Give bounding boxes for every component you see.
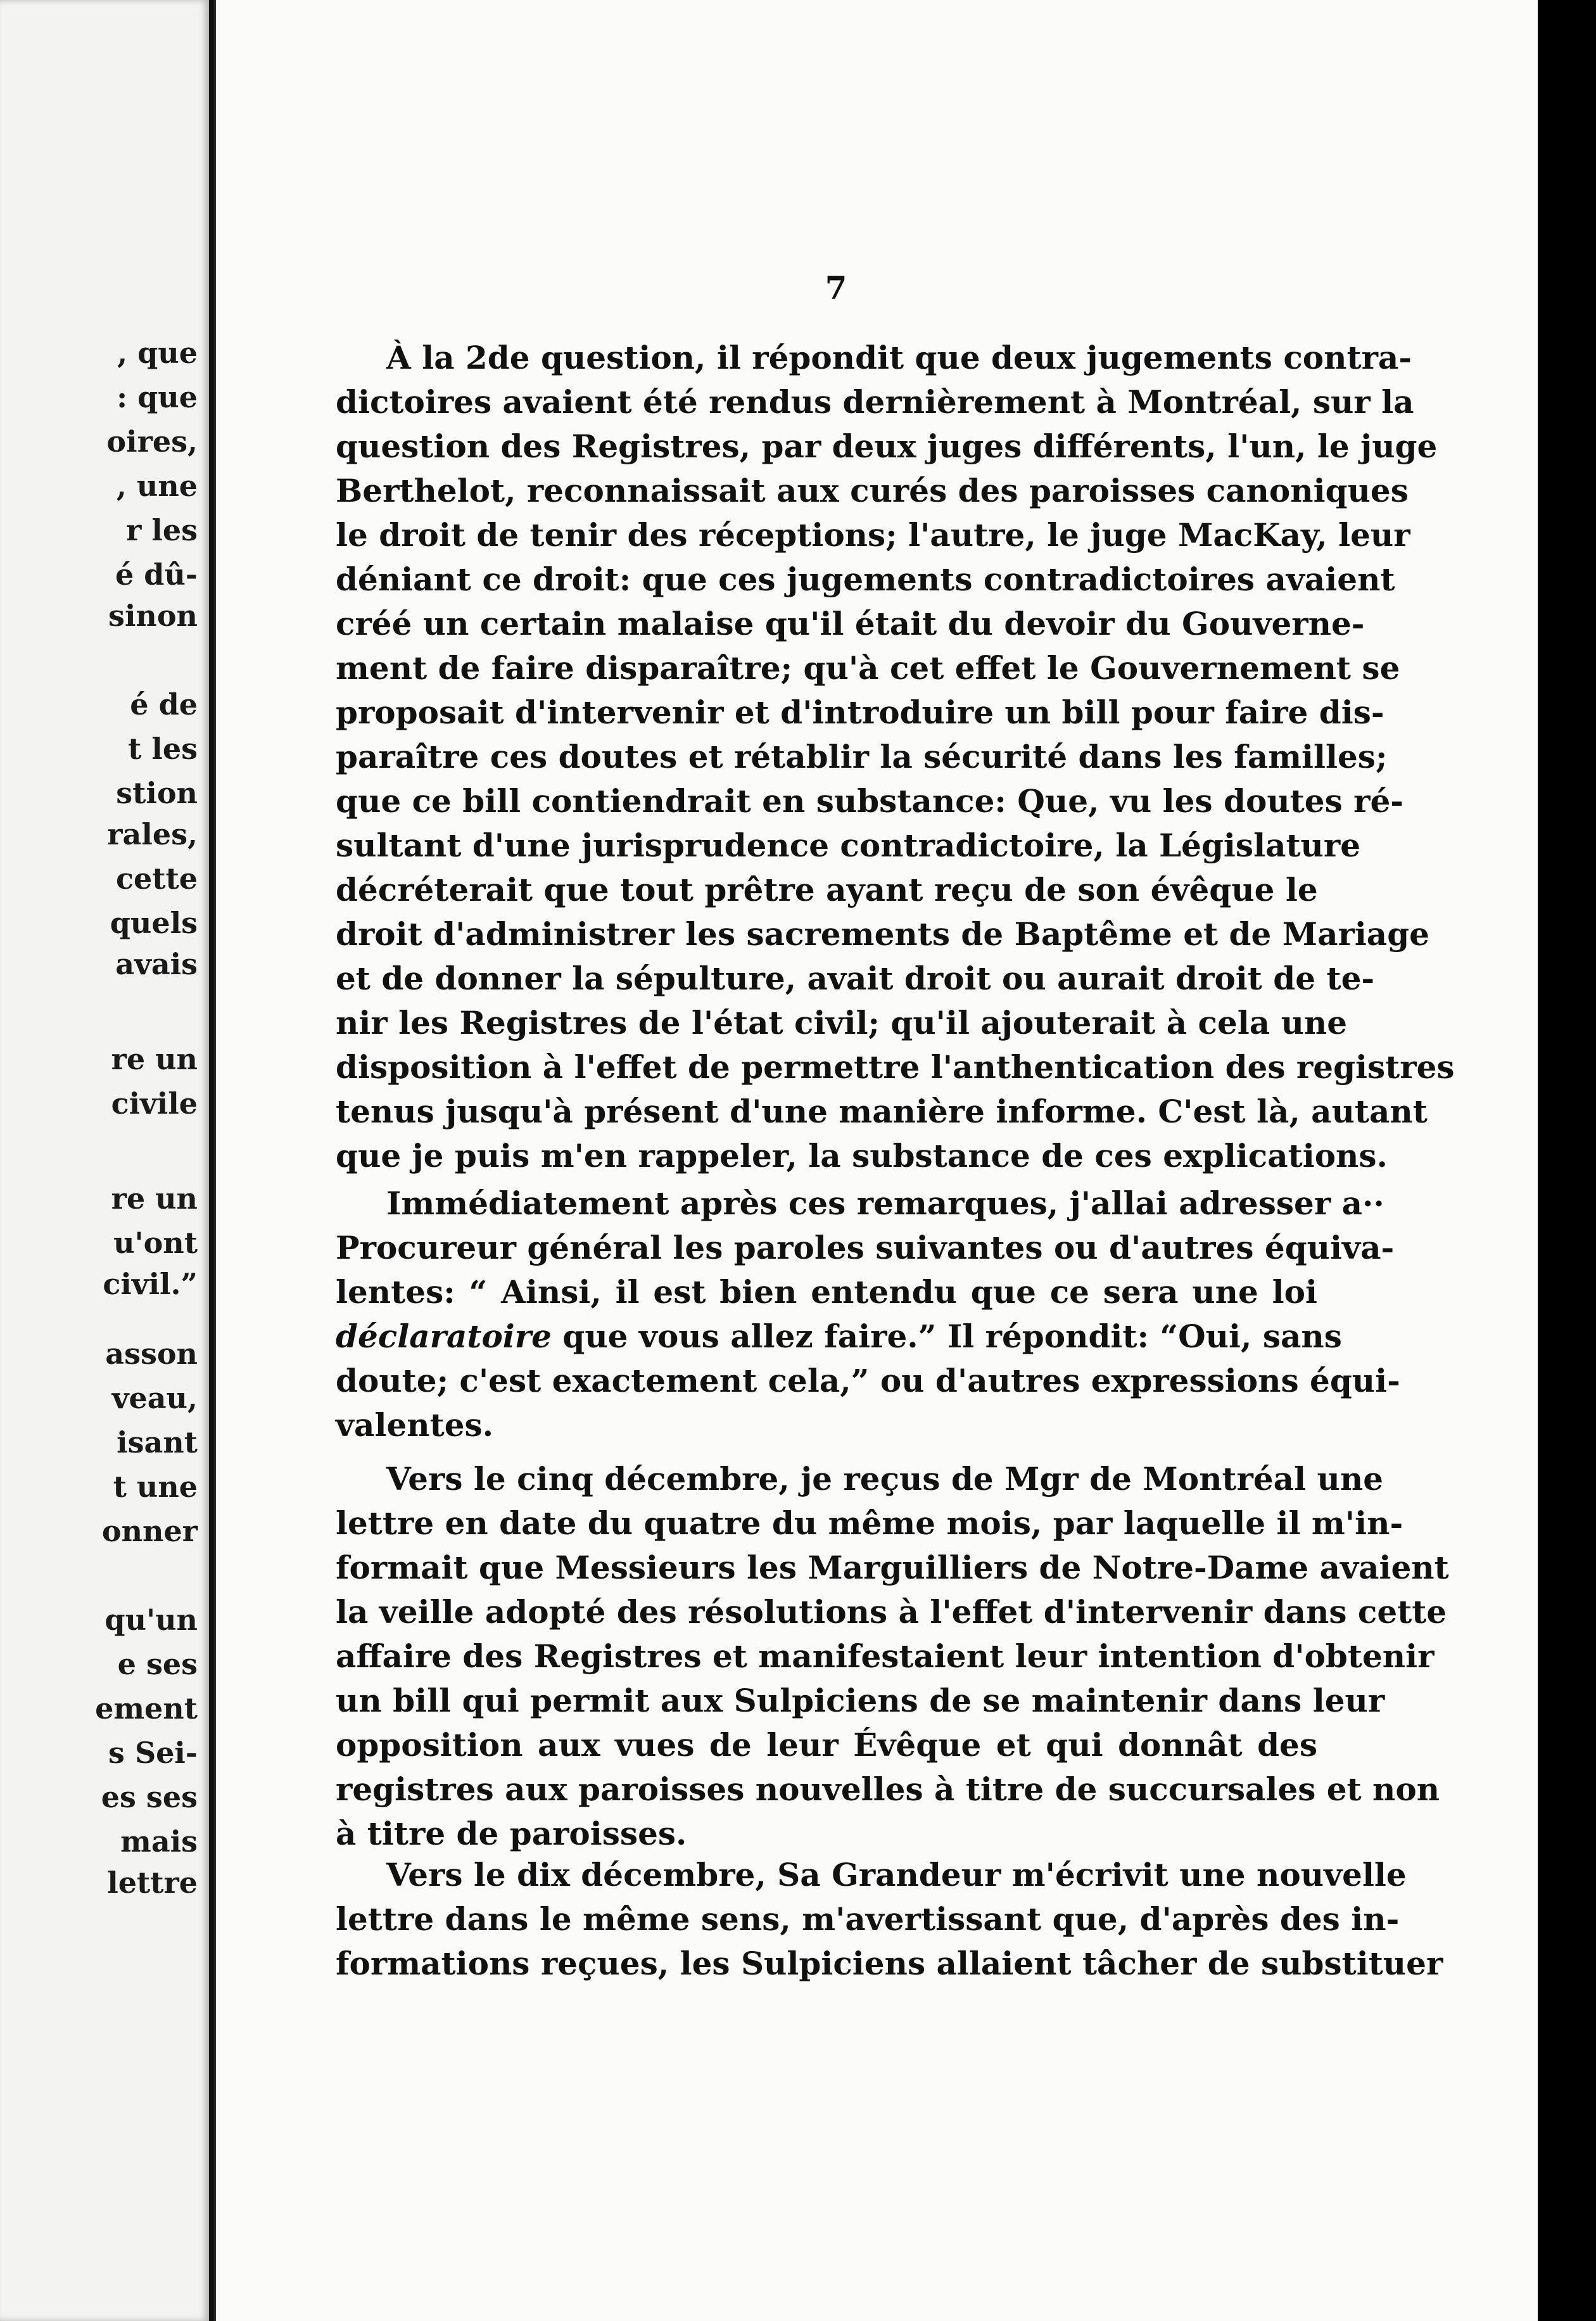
left-page-fragment: rales, xyxy=(107,817,198,851)
text-line: affaire des Registres et manifestaient leur intention d'obtenir xyxy=(336,1637,1434,1675)
left-page-text-fragments xyxy=(0,0,209,2321)
left-page-fragment: civil.” xyxy=(103,1267,198,1301)
text-line: proposait d'intervenir et d'introduire un bill pour faire dis- xyxy=(336,694,1384,731)
left-page-fragment: asson xyxy=(105,1337,198,1371)
text-line: déniant ce droit: que ces jugements contradictoires avaient xyxy=(336,561,1395,598)
text-line: paraître ces doutes et rétablir la sécurité dans les familles; xyxy=(336,738,1388,775)
book-gutter xyxy=(209,0,214,2321)
left-page-fragment: re un xyxy=(111,1181,198,1216)
left-page-fragment: , une xyxy=(116,469,198,503)
left-page-fragment: cette xyxy=(115,862,198,896)
left-page-fragment: t une xyxy=(113,1470,198,1504)
left-page-fragment: ement xyxy=(95,1691,198,1726)
text-line: droit d'administrer les sacrements de Baptême et de Mariage xyxy=(336,915,1429,953)
text-line: ment de faire disparaître; qu'à cet effet le Gouvernement se xyxy=(336,649,1400,687)
left-page-fragment: veau, xyxy=(111,1381,198,1415)
text-line: et de donner la sépulture, avait droit ou aurait droit de te- xyxy=(336,960,1375,997)
text-line: valentes. xyxy=(336,1406,494,1444)
text-line: déclaratoire que vous allez faire.” Il répondit: “Oui, sans xyxy=(336,1318,1342,1355)
text-line: lettre dans le même sens, m'avertissant que, d'après des in- xyxy=(336,1900,1400,1938)
text-line: À la 2de question, il répondit que deux jugements contra- xyxy=(386,339,1412,376)
text-line: opposition aux vues de leur Évêque et qui donnât des xyxy=(336,1726,1317,1764)
text-line: disposition à l'effet de permettre l'anthentication des registres xyxy=(336,1048,1455,1086)
text-line: sultant d'une jurisprudence contradictoire, la Législature xyxy=(336,827,1361,864)
paragraph xyxy=(336,1181,1400,1447)
text-line: à titre de paroisses. xyxy=(336,1815,687,1852)
text-line: lentes: “ Ainsi, il est bien entendu que ce sera une loi xyxy=(336,1273,1317,1311)
left-page-fragment: s Sei- xyxy=(108,1736,198,1770)
left-page-fragment: , que xyxy=(117,336,198,370)
text-line: formait que Messieurs les Marguilliers de Notre-Dame avaient xyxy=(336,1549,1449,1586)
left-page-fragment: onner xyxy=(101,1514,198,1548)
left-page-fragment: : que xyxy=(117,380,198,414)
text-line: le droit de tenir des réceptions; l'autre, le juge MacKay, leur xyxy=(336,516,1410,554)
left-page-fragment: lettre xyxy=(107,1866,198,1900)
text-line: Berthelot, reconnaissait aux curés des paroisses canoniques xyxy=(336,472,1409,509)
text-line: créé un certain malaise qu'il était du devoir du Gouverne- xyxy=(336,605,1365,642)
text-line: un bill qui permit aux Sulpiciens de se maintenir dans leur xyxy=(336,1682,1385,1719)
left-page-fragment: isant xyxy=(117,1425,198,1459)
text-line: registres aux paroisses nouvelles à titre de succursales et non xyxy=(336,1771,1440,1808)
text-line: que je puis m'en rappeler, la substance de ces explications. xyxy=(336,1137,1388,1174)
paragraph xyxy=(336,1853,1443,1986)
text-line: Vers le dix décembre, Sa Grandeur m'écrivit une nouvelle xyxy=(386,1856,1407,1893)
text-line: tenus jusqu'à présent d'une manière informe. C'est là, autant xyxy=(336,1093,1428,1130)
left-page-fragment: t les xyxy=(128,732,198,766)
left-page-fragment: r les xyxy=(126,513,198,547)
left-page-fragment: mais xyxy=(120,1824,198,1859)
paragraph xyxy=(336,336,1455,1178)
left-page xyxy=(0,0,209,2321)
text-line: lettre en date du quatre du même mois, par laquelle il m'in- xyxy=(336,1504,1403,1542)
text-line: Immédiatement après ces remarques, j'allai adresser a·· xyxy=(386,1185,1384,1222)
left-page-fragment: avais xyxy=(115,947,198,981)
text-line: Vers le cinq décembre, je reçus de Mgr de Montréal une xyxy=(386,1460,1383,1498)
left-page-fragment: é de xyxy=(130,687,198,722)
left-page-fragment: sinon xyxy=(108,599,198,633)
text-line: la veille adopté des résolutions à l'effet d'intervenir dans cette xyxy=(336,1593,1447,1631)
left-page-fragment: u'ont xyxy=(113,1226,198,1260)
right-margin-edge xyxy=(1538,0,1596,2321)
left-page-fragment: civile xyxy=(111,1086,198,1121)
left-page-fragment: é dû- xyxy=(115,557,198,592)
text-line: que ce bill contiendrait en substance: Que, vu les doutes ré- xyxy=(336,782,1404,820)
paragraph xyxy=(336,1457,1449,1856)
left-page-fragment: e ses xyxy=(117,1647,198,1681)
text-line: Procureur général les paroles suivantes ou d'autres équiva- xyxy=(336,1229,1395,1266)
text-line: question des Registres, par deux juges différents, l'un, le juge xyxy=(336,428,1438,465)
left-page-fragment: es ses xyxy=(101,1780,198,1814)
left-page-fragment: quels xyxy=(110,906,198,940)
text-line: doute; c'est exactement cela,” ou d'autres expressions équi- xyxy=(336,1362,1400,1399)
text-line: formations reçues, les Sulpiciens allaient tâcher de substituer xyxy=(336,1945,1443,1982)
left-page-fragment: re un xyxy=(111,1042,198,1076)
text-line: nir les Registres de l'état civil; qu'il ajouterait à cela une xyxy=(336,1004,1348,1041)
left-page-fragment: qu'un xyxy=(104,1603,198,1637)
left-page-fragment: oires, xyxy=(106,424,198,459)
left-page-fragment: stion xyxy=(116,776,198,810)
page-number: 7 xyxy=(825,269,847,307)
text-line: décréterait que tout prêtre ayant reçu de son évêque le xyxy=(336,871,1318,908)
text-line: dictoires avaient été rendus dernièrement à Montréal, sur la xyxy=(336,383,1414,421)
